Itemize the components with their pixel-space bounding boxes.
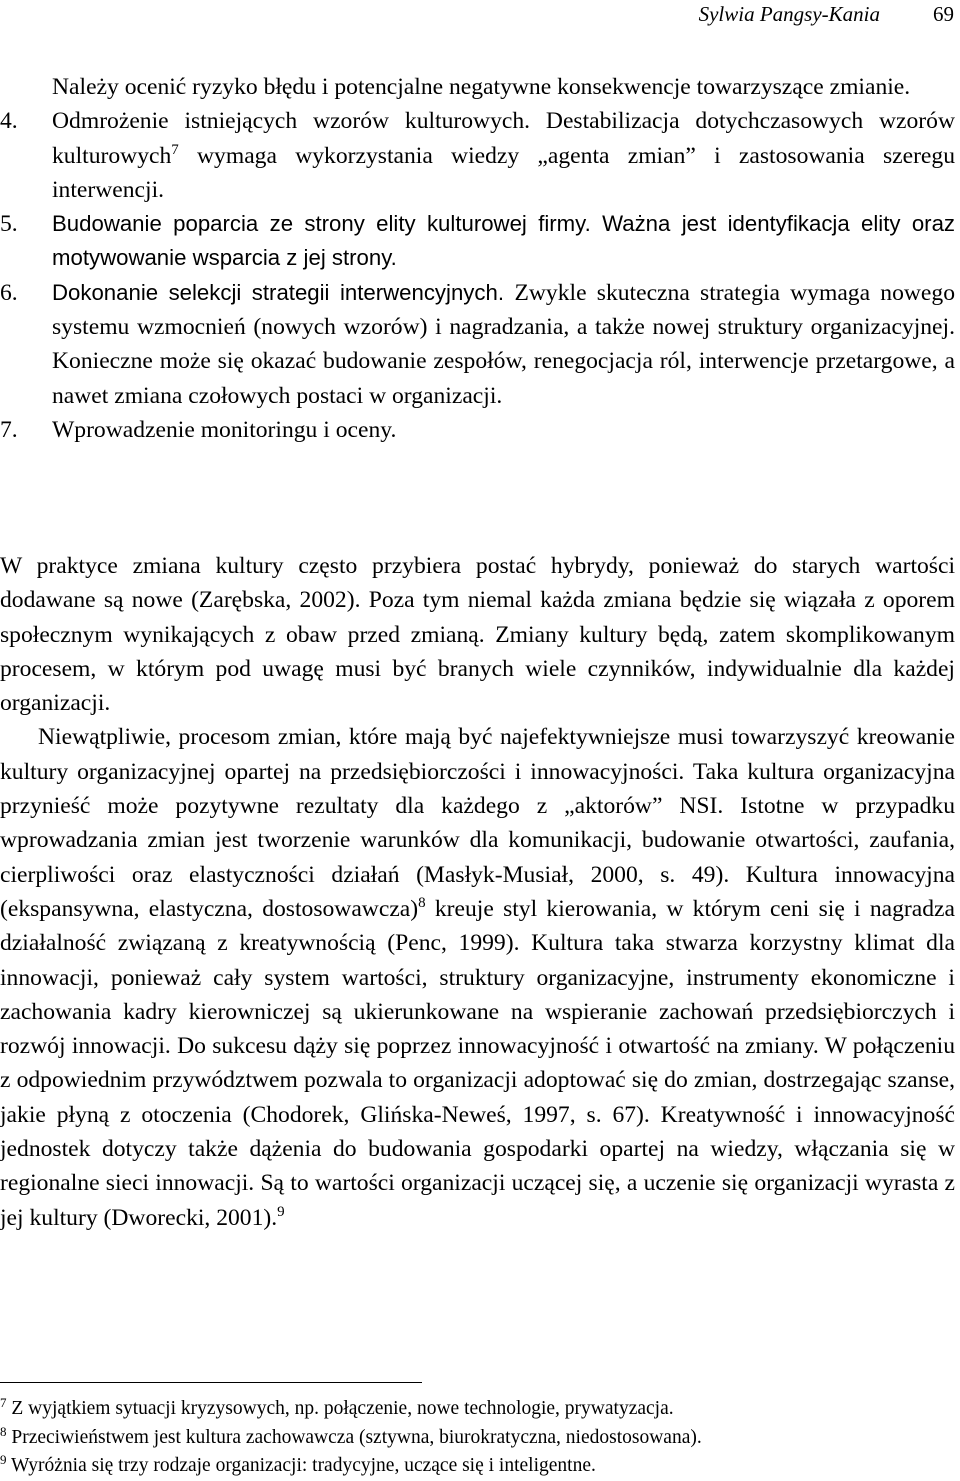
page-header [0, 0, 960, 34]
paragraph-2 [0, 720, 955, 1234]
footnote-number: 9 [0, 1452, 7, 1467]
paragraph-2-text: Niewątpliwie, procesom zmian, które mają być najefektywniejsze musi towarzyszyć kreowanie kultury organizacyjnej opartej na przedsiębiorczości i innowacyjności. Taka kultura organizacyjna przynieść może pozytywne rezultaty dla każdego z „aktorów” NSI. Istotne w przypadku wprowadzania zmian jest tworzenie warunków dla komunikacji, budowanie otwartości, zaufania, cierpliwości oraz elastyczności działań (Masłyk-Musiał, 2000, s. 49). Kultura innowacyjna (ekspansywna, elastyczna, dostosowawcza) [0, 724, 955, 922]
footnote-number: 7 [0, 1395, 7, 1410]
footnotes [0, 1395, 955, 1481]
footnote-ref-8: 8 [418, 894, 426, 911]
list-number: 7. [0, 416, 18, 443]
footnote-number: 8 [0, 1423, 7, 1439]
page-number: 69 [933, 2, 954, 26]
footnote-ref-7: 7 [171, 141, 179, 158]
list-number: 4. [0, 108, 18, 135]
numbered-list [0, 70, 955, 447]
footnote [0, 1424, 955, 1453]
footnote-separator [0, 1382, 422, 1383]
body-text [0, 549, 955, 1235]
list-number: 6. [0, 279, 18, 306]
footnote-text: Wyróżnia się trzy rodzaje organizacji: tradycyjne, uczące się i inteligentne. [11, 1455, 596, 1476]
list-item-text: Budowanie poparcia ze strony elity kulturowej firmy. Ważna jest identyfikacja elity oraz motywowanie wsparcia z jej strony. [52, 211, 955, 271]
list-item-7 [0, 413, 955, 447]
list-item-heading: Dokonanie selekcji strategii interwencyjnych. [52, 279, 515, 305]
list-item-5 [0, 207, 955, 276]
list-item-text: wymaga wykorzystania wiedzy „agenta zmian” i zastosowania szeregu interwencji. [52, 142, 955, 203]
list-item-text: Wprowadzenie monitoringu i oceny. [52, 416, 397, 443]
paragraph-1: W praktyce zmiana kultury często przybiera postać hybrydy, ponieważ do starych wartości dodawane są nowe (Zarębska, 2002). Poza tym niemal każda zmiana będzie się wiązała z oporem społecznym wynikających z obaw przed zmianą. Zmiany kultury będą, zatem skomplikowanym procesem, w którym pod uwagę musi być branych wiele czynników, indywidualnie dla każdej organizacji. [0, 553, 955, 717]
running-head: Sylwia Pangsy-Kania [698, 2, 880, 26]
footnote-ref-9: 9 [277, 1203, 285, 1220]
list-continuation: Należy ocenić ryzyko błędu i potencjalne negatywne konsekwencje towarzyszące zmianie. [52, 74, 911, 100]
footnote [0, 1452, 955, 1481]
list-number: 5. [0, 211, 18, 238]
footnote-text: Z wyjątkiem sytuacji kryzysowych, np. połączenie, nowe technologie, prywatyzacja. [11, 1398, 674, 1419]
paragraph-2-text: kreuje styl kierowania, w którym ceni się i nagradza działalność związaną z kreatywnością (Penc, 1999). Kultura taka stwarza korzystny klimat dla innowacji, ponieważ cały system wartości, struktury organizacyjne, instrumenty ekonomiczne i zachowania kadry kierowniczej są ukierunkowane na wspieranie zachowań przedsiębiorczych i rozwój innowacji. Do sukcesu dąży się poprzez innowacyjność i otwartość na zmiany. W połączeniu z odpowiednim przywództwem pozwala to organizacji adoptować się do zmian, dostrzegając szanse, jakie płyną z otoczenia (Chodorek, Glińska-Neweś, 1997, s. 67). Kreatywność i innowacyjność jednostek dotyczy także dążenia do budowania gospodarki opartej na wiedzy, włączania się w regionalne sieci innowacji. Są to wartości organizacji uczącej się, a uczenie się organizacji wyrasta z jej kultury (Dworecki, 2001). [0, 895, 955, 1231]
footnote-text: Przeciwieństwem jest kultura zachowawcza (sztywna, biurokratyczna, niedostosowana). [11, 1426, 702, 1448]
list-item-4 [0, 104, 955, 207]
list-item-6 [0, 276, 955, 413]
list-item-text: Zwykle skuteczna strategia wymaga nowego systemu wzmocnień (nowych wzorów) i nagradzania, a także nowej struktury organizacyjnej. Konieczne może się okazać budowanie zespołów, renegocjacja ról, interwencje przetargowe, a nawet zmiana czołowych postaci w organizacji. [52, 279, 955, 409]
footnote [0, 1395, 955, 1424]
list-item-text: Odmrożenie istniejących wzorów kulturowych. Destabilizacja dotychczasowych wzorów kulturowych [52, 108, 955, 169]
